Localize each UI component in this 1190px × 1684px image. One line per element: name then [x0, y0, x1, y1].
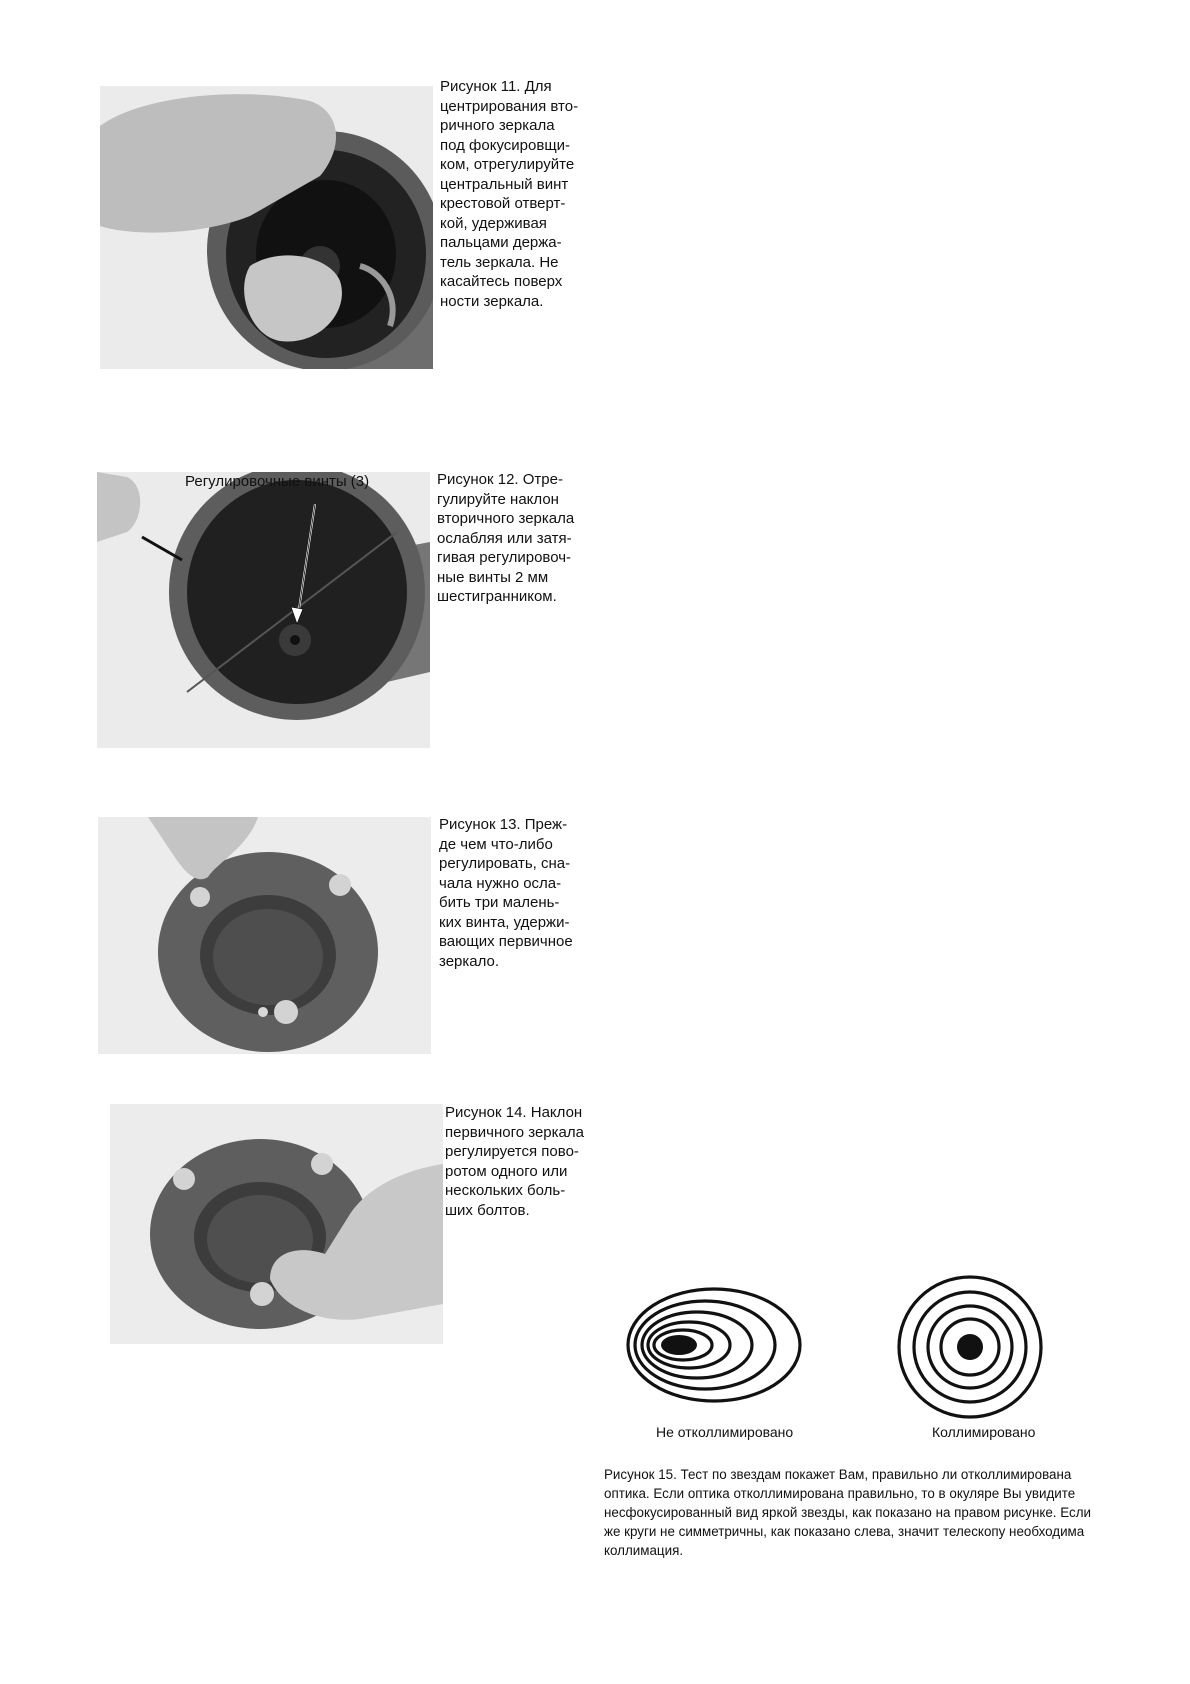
caption-line: гулируйте наклон [437, 490, 559, 508]
caption-line: ких винта, удержи- [439, 913, 570, 931]
figure-12-caption [437, 470, 574, 607]
figure-11-photo [100, 86, 433, 369]
caption-line: чала нужно осла- [439, 874, 562, 892]
caption-line: ком, отрегулируйте [440, 156, 575, 173]
caption-line: зеркало. [439, 952, 500, 970]
caption-line: ших болтов. [445, 1201, 530, 1219]
figure-13-illustration [98, 817, 431, 1054]
caption-line: Рисунок 13. Преж- [439, 816, 568, 833]
caption-line: центрирования вто- [440, 97, 579, 115]
caption-line: оптика. Если оптика отколлимирована правильно, то в окуляре Вы увидите [604, 1486, 1076, 1501]
caption-line: вторичного зеркала [437, 510, 575, 527]
caption-line: Рисунок 15. Тест по звездам покажет Вам, правильно ли отколлимирована [604, 1467, 1072, 1482]
caption-line: регулировать, сна- [439, 855, 571, 872]
caption-line: коллимация. [604, 1543, 684, 1558]
caption-line: кой, удерживая [440, 214, 547, 232]
caption-line: Рисунок 14. Наклон [445, 1104, 583, 1121]
caption-line: тель зеркала. Не [440, 253, 559, 271]
caption-line: ротом одного или [445, 1162, 568, 1180]
caption-line: крестовой отверт- [440, 195, 566, 212]
caption-line: бить три малень- [439, 894, 560, 911]
caption-line: вающих первичное [439, 933, 573, 950]
figure-14-photo [110, 1104, 443, 1344]
star-test-collimated-diagram [895, 1272, 1045, 1422]
caption-line: регулируется пово- [445, 1143, 579, 1160]
figure-13-caption [439, 815, 573, 971]
caption-line: ослабляя или затя- [437, 529, 572, 547]
figure-14-caption [445, 1103, 584, 1220]
figure-15-caption [604, 1465, 1124, 1560]
star-test-not-collimated-diagram [625, 1285, 805, 1405]
collimated-label: Коллимировано [932, 1424, 1036, 1440]
caption-line: же круги не симметричны, как показано слева, значит телескопу необходима [604, 1524, 1085, 1539]
caption-line: Рисунок 11. Для [440, 78, 552, 95]
caption-line: ные винты 2 мм [437, 568, 549, 586]
caption-line: гивая регулировоч- [437, 549, 572, 566]
figure-12-photo [97, 472, 430, 748]
figure-12-illustration [97, 472, 430, 748]
figure-13-photo [98, 817, 431, 1054]
caption-line: несфокусированный вид яркой звезды, как показано на правом рисунке. Если [604, 1505, 1092, 1520]
figure-11-caption [440, 77, 578, 311]
caption-line: ричного зеркала [440, 117, 555, 134]
caption-line: пальцами держа- [440, 234, 562, 251]
caption-line: под фокусировщи- [440, 136, 571, 154]
caption-line: первичного зеркала [445, 1123, 584, 1141]
not-collimated-label: Не отколлимировано [656, 1424, 794, 1440]
caption-line: Рисунок 12. Отре- [437, 471, 563, 488]
figure-11-illustration [100, 86, 433, 369]
figure-14-illustration [110, 1104, 443, 1344]
caption-line: де чем что-либо [439, 835, 553, 853]
caption-line: ности зеркала. [440, 292, 544, 310]
caption-line: касайтесь поверх [440, 273, 563, 290]
caption-line: центральный винт [440, 175, 569, 193]
adjusting-screws-label: Регулировочные винты (3) [185, 473, 370, 490]
caption-line: нескольких боль- [445, 1182, 566, 1199]
caption-line: шестигранником. [437, 588, 557, 605]
